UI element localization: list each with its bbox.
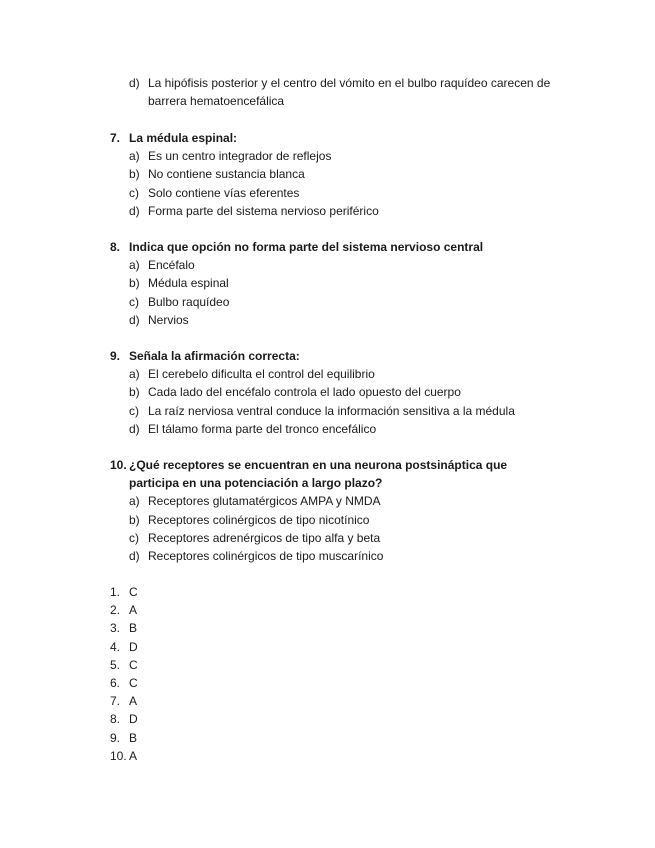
answer-value: B xyxy=(129,730,138,745)
option-item xyxy=(110,147,560,165)
option-text: No contiene sustancia blanca xyxy=(148,167,305,182)
answer-value: A xyxy=(129,603,138,618)
question-7 xyxy=(110,129,560,220)
option-text: La raíz nerviosa ventral conduce la información sensitiva a la médula xyxy=(148,403,515,418)
option-letter: b) xyxy=(129,512,140,527)
option-letter: d) xyxy=(129,312,140,327)
answer-item xyxy=(110,638,560,656)
answer-number: 2. xyxy=(110,603,121,618)
option-text: El cerebelo dificulta el control del equilibrio xyxy=(148,367,375,382)
option-text: Bulbo raquídeo xyxy=(148,294,230,309)
option-letter: c) xyxy=(129,530,139,545)
option-letter: c) xyxy=(129,294,139,309)
option-text: La hipófisis posterior y el centro del vómito en el bulbo raquídeo carecen de barrera hematoencefálica xyxy=(148,76,551,109)
answer-number: 6. xyxy=(110,675,121,690)
answer-value: A xyxy=(129,694,138,709)
answer-item xyxy=(110,656,560,674)
answer-value: B xyxy=(129,621,138,636)
answer-number: 1. xyxy=(110,585,121,599)
option-text: Nervios xyxy=(148,312,189,327)
option-item xyxy=(110,383,560,401)
option-text: Solo contiene vías eferentes xyxy=(148,185,300,200)
answer-item xyxy=(110,601,560,619)
question-text: Indica que opción no forma parte del sistema nervioso central xyxy=(129,240,484,254)
answer-item xyxy=(110,619,560,637)
option-text: El tálamo forma parte del tronco encefálico xyxy=(148,421,377,436)
answer-number: 7. xyxy=(110,694,121,709)
option-letter: d) xyxy=(129,203,140,218)
option-letter: c) xyxy=(129,185,139,200)
option-text: Receptores adrenérgicos de tipo alfa y beta xyxy=(148,530,381,545)
question-text: ¿Qué receptores se encuentran en una neurona postsináptica que participa en una potenciación a largo plazo? xyxy=(129,458,508,491)
answer-value: A xyxy=(129,748,138,763)
question-8 xyxy=(110,238,560,329)
option-text: Receptores colinérgicos de tipo nicotínico xyxy=(148,512,370,527)
question-number: 9. xyxy=(110,349,121,363)
option-letter: b) xyxy=(129,276,140,291)
option-text: Cada lado del encéfalo controla el lado opuesto del cuerpo xyxy=(148,385,461,400)
answer-number: 10. xyxy=(110,748,127,763)
option-item xyxy=(110,184,560,202)
option-item xyxy=(110,365,560,383)
option-item xyxy=(110,311,560,329)
option-letter: d) xyxy=(129,76,140,90)
option-letter: c) xyxy=(129,403,139,418)
answer-value: D xyxy=(129,712,138,727)
option-text: Encéfalo xyxy=(148,258,195,273)
option-item xyxy=(110,274,560,292)
question-number: 7. xyxy=(110,131,121,145)
answer-value: C xyxy=(129,585,138,599)
option-item xyxy=(110,202,560,220)
option-letter: d) xyxy=(129,421,140,436)
answer-value: D xyxy=(129,639,138,654)
option-text: Receptores colinérgicos de tipo muscarínico xyxy=(148,548,384,563)
question-10 xyxy=(110,456,560,565)
option-text: Forma parte del sistema nervioso periférico xyxy=(148,203,379,218)
answer-item xyxy=(110,710,560,728)
answer-number: 8. xyxy=(110,712,121,727)
option-item xyxy=(110,420,560,438)
option-letter: b) xyxy=(129,167,140,182)
option-item xyxy=(110,547,560,565)
option-letter: a) xyxy=(129,149,140,164)
option-item xyxy=(110,492,560,510)
option-letter: d) xyxy=(129,548,140,563)
question-9 xyxy=(110,347,560,438)
option-item xyxy=(110,402,560,420)
option-item xyxy=(110,529,560,547)
question-text: Señala la afirmación correcta: xyxy=(129,349,300,363)
answer-item xyxy=(110,747,560,765)
option-item xyxy=(110,256,560,274)
answer-item xyxy=(110,729,560,747)
answer-value: C xyxy=(129,657,138,672)
answer-number: 5. xyxy=(110,657,121,672)
option-item xyxy=(110,511,560,529)
question-number: 10. xyxy=(110,458,127,472)
answer-item xyxy=(110,692,560,710)
answer-value: C xyxy=(129,675,138,690)
question-text: La médula espinal: xyxy=(129,131,238,145)
answer-key xyxy=(110,583,560,765)
option-letter: b) xyxy=(129,385,140,400)
option-item xyxy=(110,165,560,183)
answer-item xyxy=(110,674,560,692)
carryover-option xyxy=(110,74,560,110)
answer-number: 4. xyxy=(110,639,121,654)
answer-number: 3. xyxy=(110,621,121,636)
option-letter: a) xyxy=(129,367,140,382)
option-text: Médula espinal xyxy=(148,276,229,291)
option-text: Receptores glutamatérgicos AMPA y NMDA xyxy=(148,494,381,509)
option-letter: a) xyxy=(129,494,140,509)
answer-number: 9. xyxy=(110,730,121,745)
answer-item xyxy=(110,583,560,601)
option-text: Es un centro integrador de reflejos xyxy=(148,149,332,164)
question-number: 8. xyxy=(110,240,121,254)
option-item xyxy=(110,293,560,311)
option-letter: a) xyxy=(129,258,140,273)
